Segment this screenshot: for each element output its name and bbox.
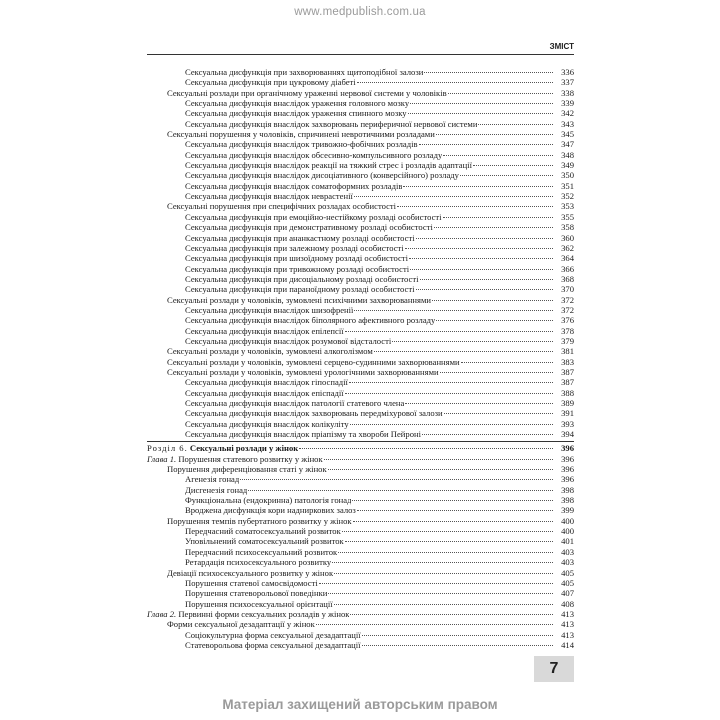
toc-entry-title: Уповільнений соматосексуальний розвиток	[185, 536, 344, 547]
toc-entry-prefix: Глава 2.	[147, 608, 177, 619]
toc-entry-title: Сексуальна дисфункція при ананкастному розладі особистості	[185, 232, 415, 243]
dot-leader	[444, 413, 553, 414]
dot-leader	[338, 552, 553, 553]
dot-leader	[416, 289, 553, 290]
dot-leader	[354, 310, 553, 311]
dot-leader	[299, 448, 553, 449]
dot-leader	[345, 541, 553, 542]
dot-leader	[405, 403, 553, 404]
toc-entry[interactable]	[147, 253, 574, 263]
toc-entry[interactable]	[147, 557, 574, 567]
toc-entry[interactable]	[147, 640, 574, 650]
toc-entry-page: 348	[561, 149, 574, 160]
toc-entry-title: Функціональна (ендокринна) патологія гонад	[185, 495, 352, 506]
toc-entry[interactable]	[147, 398, 574, 408]
toc-entry-page: 405	[561, 577, 574, 588]
toc-entry-title: Сексуальні розлади у чоловіків, зумовлені урологічними захворюваннями	[167, 366, 439, 377]
toc-entry[interactable]	[147, 346, 574, 356]
dot-leader	[354, 196, 553, 197]
dot-leader	[478, 124, 553, 125]
toc-entry[interactable]	[147, 233, 574, 243]
toc-entry-title: Сексуальна дисфункція внаслідок обсесивно-компульсивного розладу	[185, 149, 443, 160]
dot-leader	[240, 479, 553, 480]
toc-entry-title: Сексуальна дисфункція внаслідок патології статевого члена	[185, 398, 405, 408]
dot-leader	[334, 573, 553, 574]
dot-leader	[362, 635, 553, 636]
dot-leader	[357, 510, 553, 511]
toc-entry-title: Сексуальна дисфункція внаслідок шизофренії	[185, 304, 354, 315]
toc-entry-page: 413	[561, 619, 574, 630]
toc-entry-title: Форми сексуальної дезадаптації у жінок	[167, 619, 315, 630]
dot-leader	[319, 583, 553, 584]
toc-entry[interactable]	[147, 630, 574, 640]
toc-entry[interactable]	[147, 274, 574, 284]
dot-leader	[345, 331, 553, 332]
dot-leader	[328, 593, 553, 594]
toc-entry-title: Статеворольова форма сексуальної дезадаптації	[185, 639, 361, 650]
dot-leader	[473, 165, 553, 166]
dot-leader	[408, 113, 553, 114]
toc-entry-title: Глава 2. Первинні форми сексуальних розладів у жінок	[147, 608, 350, 619]
toc-entry-title: Сексуальні розлади у чоловіків, зумовлені психічними захворюваннями	[167, 294, 432, 305]
toc-entry-title: Сексуальна дисфункція внаслідок дисоціативного (конверсійного) розладу	[185, 170, 459, 181]
toc-entry-title: Сексуальна дисфункція внаслідок соматоформних розладів	[185, 180, 403, 191]
toc-entry-title: Сексуальні розлади при органічному ураженні нервової системи у чоловіків	[167, 87, 447, 98]
toc-entry[interactable]	[147, 454, 574, 464]
toc-entry-page: 360	[561, 232, 574, 243]
toc-entry-page: 347	[561, 139, 574, 150]
toc-entry-title: Передчасний соматосексуальний розвиток	[185, 526, 341, 537]
toc-entry[interactable]	[147, 160, 574, 170]
toc-entry-page: 350	[561, 170, 574, 181]
toc-entry-page: 401	[561, 536, 574, 547]
dot-leader	[350, 424, 553, 425]
toc-entry[interactable]	[147, 305, 574, 315]
toc-entry-title: Сексуальна дисфункція при цукровому діабеті	[185, 77, 356, 88]
toc-entry[interactable]	[147, 150, 574, 160]
toc-entry[interactable]	[147, 547, 574, 557]
toc-entry[interactable]	[147, 77, 574, 87]
toc-entry-title: Вроджена дисфункція кори надниркових залоз	[185, 505, 356, 516]
toc-entry[interactable]	[147, 429, 574, 439]
toc-entry[interactable]	[147, 222, 574, 232]
toc-entry[interactable]	[147, 284, 574, 294]
toc-entry-page: 396	[561, 474, 574, 485]
toc-entry-title: Сексуальна дисфункція внаслідок захворювань передміхурової залози	[185, 408, 443, 419]
toc-entry[interactable]	[147, 212, 574, 222]
toc-entry-page: 345	[561, 129, 574, 140]
toc-entry-title: Сексуальна дисфункція внаслідок біполярного афективного розладу	[185, 315, 436, 326]
toc-entry-page: 408	[561, 598, 574, 609]
table-of-contents	[147, 67, 574, 650]
toc-entry-page: 352	[561, 191, 574, 202]
toc-entry-page: 400	[561, 526, 574, 537]
toc-entry-title: Сексуальна дисфункція при тривожному розладі особистості	[185, 263, 410, 274]
toc-entry[interactable]	[147, 443, 574, 453]
dot-leader	[405, 248, 553, 249]
toc-entry-page: 387	[561, 377, 574, 388]
toc-entry-page: 393	[561, 418, 574, 429]
dot-leader	[352, 500, 553, 501]
toc-entry[interactable]	[147, 201, 574, 211]
toc-entry-title: Сексуальна дисфункція при емоційно-нестійкому розладі особистості	[185, 211, 442, 222]
toc-entry-page: 343	[561, 118, 574, 129]
toc-entry-page: 399	[561, 505, 574, 516]
toc-entry-page: 407	[561, 588, 574, 599]
toc-entry-title: Порушення статеворольової поведінки	[185, 588, 328, 599]
toc-entry-page: 403	[561, 546, 574, 557]
toc-entry-page: 388	[561, 387, 574, 398]
toc-entry-page: 337	[561, 77, 574, 88]
toc-entry[interactable]	[147, 336, 574, 346]
toc-entry[interactable]	[147, 485, 574, 495]
toc-entry-title: Розділ 6. Сексуальні розлади у жінок	[147, 443, 299, 454]
toc-entry-title: Сексуальна дисфункція при дисоціальному розладі особистості	[185, 273, 419, 284]
toc-entry[interactable]	[147, 536, 574, 546]
toc-entry-title: Ретардація психосексуального розвитку	[185, 557, 332, 568]
dot-leader	[424, 72, 553, 73]
toc-entry[interactable]	[147, 326, 574, 336]
toc-entry-title: Сексуальна дисфункція внаслідок ураження спинного мозку	[185, 108, 407, 119]
toc-entry-page: 396	[561, 464, 574, 475]
dot-leader	[248, 490, 553, 491]
toc-entry-prefix: Глава 1.	[147, 453, 177, 464]
toc-entry-title: Сексуальна дисфункція внаслідок розумової відсталості	[185, 335, 392, 346]
toc-entry-title: Сексуальна дисфункція внаслідок ураження головного мозку	[185, 98, 410, 109]
toc-entry-title: Сексуальна дисфункція внаслідок тривожно-фобічних розладів	[185, 139, 418, 150]
dot-leader	[349, 382, 553, 383]
part-separator	[147, 441, 574, 442]
toc-entry-title: Сексуальна дисфункція внаслідок пріапізму та хвороби Пейроні	[185, 429, 421, 440]
toc-entry[interactable]	[147, 170, 574, 180]
toc-entry[interactable]	[147, 181, 574, 191]
dot-leader	[420, 279, 553, 280]
toc-entry-page: 396	[561, 453, 574, 464]
dot-leader	[350, 614, 553, 615]
toc-entry-title: Сексуальна дисфункція при параноїдному розладі особистості	[185, 284, 415, 295]
toc-entry-page: 362	[561, 242, 574, 253]
toc-entry-title: Порушення темпів пубертатного розвитку у жінок	[167, 515, 352, 526]
dot-leader	[443, 217, 553, 218]
toc-entry-title: Соціокультурна форма сексуальної дезадаптації	[185, 629, 361, 640]
dot-leader	[362, 645, 553, 646]
toc-entry-page: 383	[561, 356, 574, 367]
toc-entry[interactable]	[147, 609, 574, 619]
toc-entry-page: 379	[561, 335, 574, 346]
dot-leader	[316, 624, 553, 625]
toc-entry-page: 414	[561, 639, 574, 650]
toc-entry-page: 398	[561, 484, 574, 495]
toc-entry[interactable]	[147, 98, 574, 108]
toc-entry-title: Сексуальна дисфункція внаслідок гіпоспадії	[185, 377, 348, 388]
toc-entry-prefix: Розділ 6.	[147, 443, 188, 454]
toc-entry-page: 370	[561, 284, 574, 295]
toc-entry-title: Девіації психосексуального розвитку у жінок	[167, 567, 334, 578]
dot-leader	[324, 459, 553, 460]
toc-entry-title: Порушення статевої самосвідомості	[185, 577, 318, 588]
toc-entry-page: 394	[561, 429, 574, 440]
toc-entry[interactable]	[147, 388, 574, 398]
toc-entry[interactable]	[147, 588, 574, 598]
section-label: ЗМІСТ	[549, 42, 574, 51]
toc-entry[interactable]	[147, 578, 574, 588]
toc-entry[interactable]	[147, 526, 574, 536]
toc-entry-page: 387	[561, 366, 574, 377]
toc-entry-page: 339	[561, 98, 574, 109]
toc-entry-title: Сексуальні розлади у чоловіків, зумовлені алкоголізмом	[167, 346, 373, 357]
toc-entry-title: Порушення диференціювання статі у жінок	[167, 464, 327, 475]
toc-entry-page: 413	[561, 608, 574, 619]
toc-entry[interactable]	[147, 568, 574, 578]
toc-entry[interactable]	[147, 295, 574, 305]
toc-entry-title: Сексуальна дисфункція при залежному розладі особистості	[185, 242, 404, 253]
dot-leader	[357, 82, 553, 83]
dot-leader	[410, 269, 553, 270]
toc-entry[interactable]	[147, 88, 574, 98]
toc-entry-page: 398	[561, 495, 574, 506]
toc-entry-title: Сексуальна дисфункція внаслідок епілепсії	[185, 325, 344, 336]
toc-entry-page: 364	[561, 253, 574, 264]
toc-entry-title: Сексуальні порушення у чоловіків, спричинені невротичними розладами	[167, 129, 435, 140]
dot-leader	[440, 372, 553, 373]
toc-entry[interactable]	[147, 315, 574, 325]
toc-entry-title: Порушення психосексуальної орієнтації	[185, 598, 333, 609]
toc-entry[interactable]	[147, 139, 574, 149]
toc-entry[interactable]	[147, 108, 574, 118]
toc-entry-page: 391	[561, 408, 574, 419]
dot-leader	[416, 238, 553, 239]
toc-entry[interactable]	[147, 505, 574, 515]
copyright-watermark: Матеріал захищений авторським правом	[222, 697, 498, 712]
toc-entry-page: 342	[561, 108, 574, 119]
toc-entry[interactable]	[147, 264, 574, 274]
toc-entry-title: Сексуальна дисфункція внаслідок колікуліту	[185, 418, 349, 429]
toc-entry-page: 378	[561, 325, 574, 336]
toc-entry-title: Сексуальна дисфункція внаслідок неврастенії	[185, 191, 353, 202]
dot-leader	[334, 604, 553, 605]
toc-entry[interactable]	[147, 516, 574, 526]
dot-leader	[419, 144, 553, 145]
toc-entry-title: Передчасний психосексуальний розвиток	[185, 546, 338, 557]
toc-entry[interactable]	[147, 419, 574, 429]
toc-entry-page: 403	[561, 557, 574, 568]
toc-entry[interactable]	[147, 67, 574, 77]
dot-leader	[342, 531, 553, 532]
toc-entry-page: 353	[561, 201, 574, 212]
dot-leader	[434, 227, 553, 228]
toc-entry[interactable]	[147, 474, 574, 484]
toc-entry[interactable]	[147, 357, 574, 367]
toc-entry-title: Сексуальна дисфункція внаслідок реакції на тяжкий стрес і розладів адаптації	[185, 160, 472, 171]
toc-entry[interactable]	[147, 464, 574, 474]
toc-entry-page: 368	[561, 273, 574, 284]
dot-leader	[392, 341, 553, 342]
toc-entry[interactable]	[147, 495, 574, 505]
dot-leader	[436, 320, 553, 321]
dot-leader	[345, 393, 553, 394]
header-rule	[147, 54, 574, 55]
dot-leader	[353, 521, 553, 522]
toc-entry-title: Сексуальні розлади у чоловіків, зумовлені серцево-судинними захворюваннями	[167, 356, 460, 367]
dot-leader	[460, 175, 553, 176]
dot-leader	[397, 206, 553, 207]
page-number: 7	[534, 656, 574, 682]
toc-entry-page: 381	[561, 346, 574, 357]
toc-entry-page: 336	[561, 67, 574, 77]
toc-entry-page: 396	[561, 443, 574, 454]
toc-entry[interactable]	[147, 119, 574, 129]
dot-leader	[328, 469, 553, 470]
toc-entry-page: 372	[561, 294, 574, 305]
toc-entry-title: Сексуальна дисфункція при демонстративному розладі особистості	[185, 222, 433, 233]
toc-entry-page: 355	[561, 211, 574, 222]
dot-leader	[436, 134, 553, 135]
toc-entry-page: 338	[561, 87, 574, 98]
toc-entry-page: 413	[561, 629, 574, 640]
toc-entry-title: Сексуальні порушення при специфічних розладах особистості	[167, 201, 397, 212]
dot-leader	[448, 93, 553, 94]
toc-entry-title: Агенезія гонад	[185, 474, 240, 485]
toc-entry-page: 358	[561, 222, 574, 233]
toc-entry-title: Глава 1. Порушення статевого розвитку у жінок	[147, 453, 323, 464]
toc-entry-title: Сексуальна дисфункція внаслідок захворювань периферичної нервової системи	[185, 118, 478, 129]
toc-entry-title: Дисгенезія гонад	[185, 484, 248, 495]
toc-entry-page: 376	[561, 315, 574, 326]
dot-leader	[332, 562, 553, 563]
toc-entry-title: Сексуальна дисфункція внаслідок епіспадії	[185, 387, 344, 398]
dot-leader	[432, 300, 553, 301]
toc-entry-page: 349	[561, 160, 574, 171]
toc-entry[interactable]	[147, 377, 574, 387]
toc-entry-page: 351	[561, 180, 574, 191]
toc-entry-page: 389	[561, 398, 574, 408]
watermark-url: www.medpublish.com.ua	[294, 6, 426, 18]
dot-leader	[461, 362, 553, 363]
dot-leader	[422, 434, 553, 435]
dot-leader	[410, 103, 553, 104]
toc-entry[interactable]	[147, 129, 574, 139]
toc-entry[interactable]	[147, 243, 574, 253]
toc-entry-title: Сексуальна дисфункція при шизоїдному розладі особистості	[185, 253, 408, 264]
toc-entry[interactable]	[147, 191, 574, 201]
dot-leader	[443, 155, 553, 156]
dot-leader	[374, 351, 553, 352]
toc-entry-page: 400	[561, 515, 574, 526]
toc-entry-page: 405	[561, 567, 574, 578]
toc-entry[interactable]	[147, 619, 574, 629]
toc-entry-title: Сексуальна дисфункція при захворюваннях щитоподібної залози	[185, 67, 424, 77]
toc-entry[interactable]	[147, 408, 574, 418]
toc-entry-page: 366	[561, 263, 574, 274]
dot-leader	[409, 258, 553, 259]
toc-entry[interactable]	[147, 599, 574, 609]
toc-entry-page: 372	[561, 304, 574, 315]
dot-leader	[403, 186, 553, 187]
toc-entry[interactable]	[147, 367, 574, 377]
